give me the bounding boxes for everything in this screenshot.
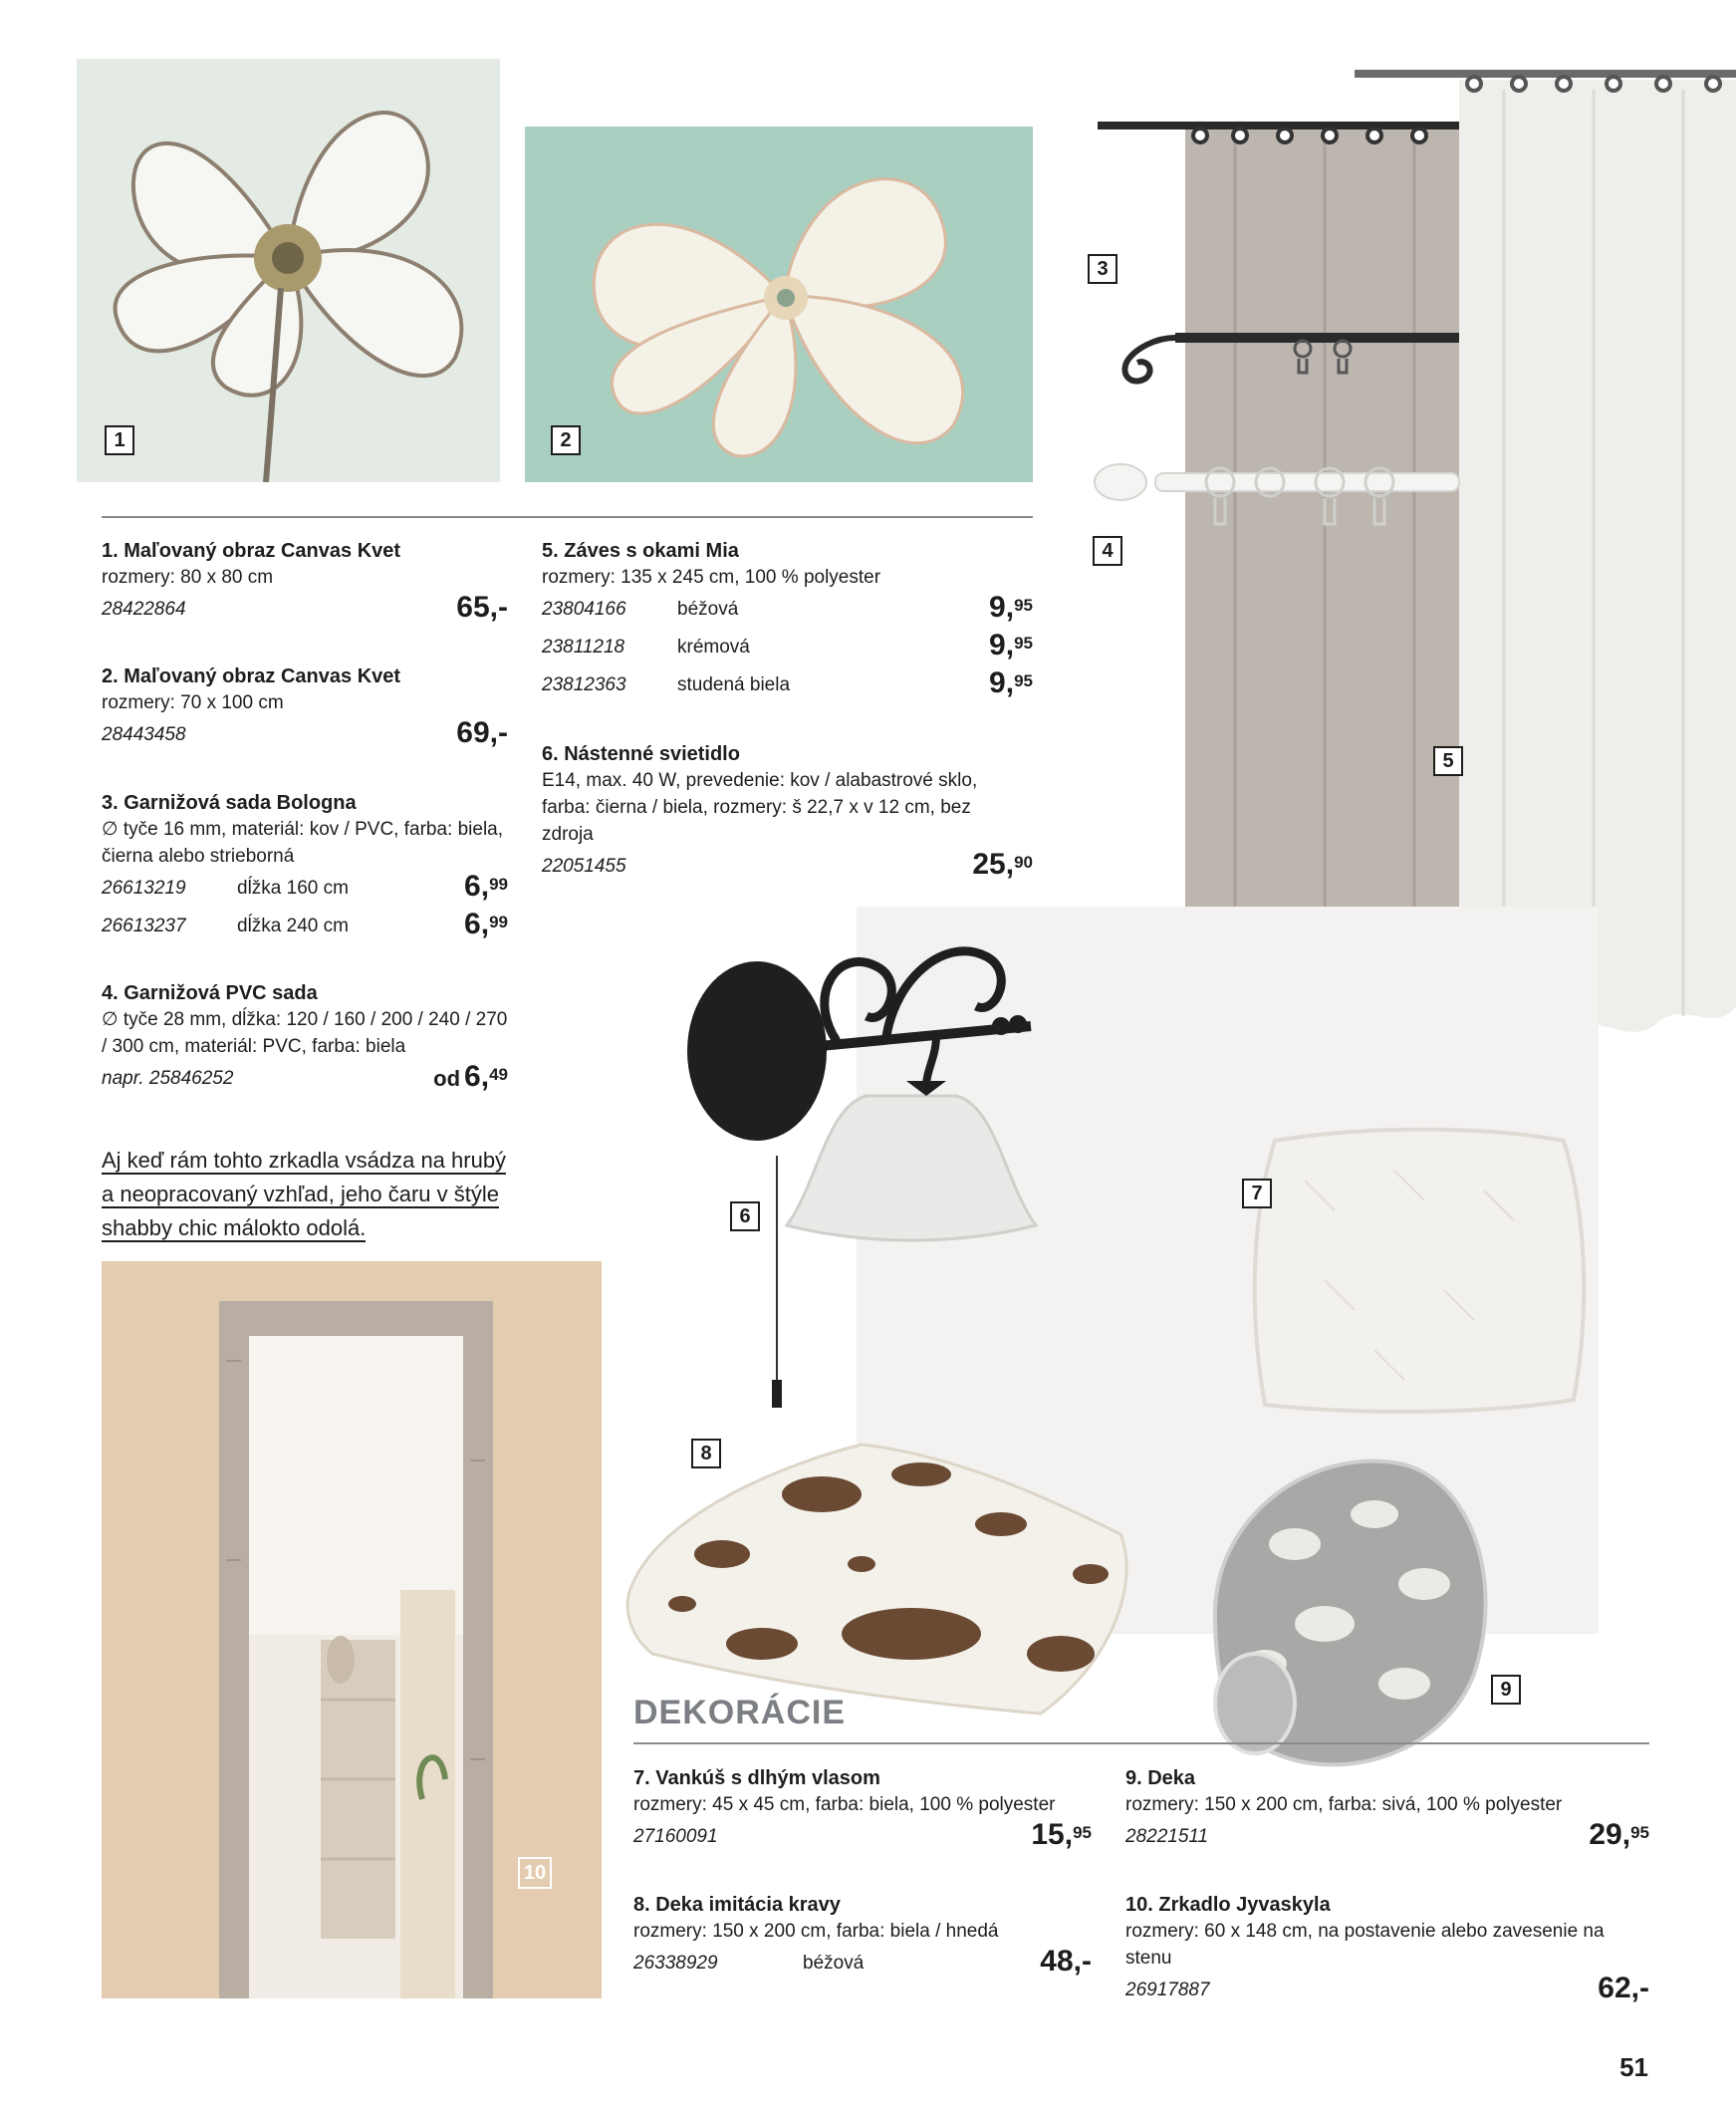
page-number: 51 xyxy=(1619,2052,1648,2082)
product-code: 28422864 xyxy=(102,599,186,620)
product-variant: béžová xyxy=(677,599,739,620)
image-tag-9: 9 xyxy=(1491,1675,1521,1705)
product-2 xyxy=(102,663,508,754)
product-title: 5. Záves s okami Mia xyxy=(542,540,739,562)
product-row xyxy=(633,1818,1092,1856)
product-row xyxy=(542,591,1033,629)
product-code: 22051455 xyxy=(542,856,626,877)
product-code: 23804166 xyxy=(542,599,626,620)
product-desc: rozmery: 150 x 200 cm, farba: biela / hnedá xyxy=(633,1921,999,1942)
product-title: 7. Vankúš s dlhým vlasom xyxy=(633,1767,880,1789)
product-variant: béžová xyxy=(803,1953,865,1974)
product-row xyxy=(542,666,1033,704)
product-code: 27160091 xyxy=(633,1826,718,1847)
product-price: 29,95 xyxy=(1589,1818,1649,1851)
product-price: od 6,49 xyxy=(433,1060,508,1093)
product-price: 65,- xyxy=(456,591,508,624)
product-code: 28443458 xyxy=(102,724,186,745)
product-10 xyxy=(1125,1892,1649,2009)
product-title: 1. Maľovaný obraz Canvas Kvet xyxy=(102,540,401,562)
section-title: DEKORÁCIE xyxy=(633,1694,847,1731)
fluffy-pillow xyxy=(1245,1121,1599,1420)
product-title: 4. Garnižová PVC sada xyxy=(102,982,318,1004)
product-code: napr. 25846252 xyxy=(102,1068,234,1089)
image-tag-3: 3 xyxy=(1088,254,1117,284)
canvas-flower-painting-1 xyxy=(77,59,500,482)
product-8 xyxy=(633,1892,1092,1983)
product-row xyxy=(102,908,508,945)
product-title: 3. Garnižová sada Bologna xyxy=(102,792,357,814)
product-7 xyxy=(633,1765,1092,1856)
product-price: 6,99 xyxy=(464,908,508,940)
product-row xyxy=(102,1060,508,1098)
grey-blanket-roll xyxy=(1175,1435,1504,1778)
product-price: 69,- xyxy=(456,716,508,749)
product-row xyxy=(633,1945,1092,1983)
image-tag-4: 4 xyxy=(1093,536,1122,566)
image-tag-5: 5 xyxy=(1433,746,1463,776)
product-desc: rozmery: 80 x 80 cm xyxy=(102,567,274,588)
product-row xyxy=(102,591,508,629)
product-row xyxy=(542,848,1033,886)
product-5 xyxy=(542,538,1033,704)
image-tag-1: 1 xyxy=(105,425,134,455)
product-code: 23812363 xyxy=(542,674,626,695)
product-desc: rozmery: 45 x 45 cm, farba: biela, 100 % polyester xyxy=(633,1794,1056,1815)
product-desc: ∅ tyče 16 mm, materiál: kov / PVC, farba: biela, čierna alebo strieborná xyxy=(102,819,504,867)
product-row xyxy=(542,629,1033,666)
image-tag-8: 8 xyxy=(691,1439,721,1468)
cow-print-blanket xyxy=(622,1435,1150,1723)
product-code: 26338929 xyxy=(633,1953,718,1974)
product-3 xyxy=(102,790,508,945)
product-code: 26613237 xyxy=(102,916,186,936)
product-price: 9,95 xyxy=(989,629,1033,661)
product-desc: rozmery: 70 x 100 cm xyxy=(102,692,284,713)
product-price: 9,95 xyxy=(989,591,1033,624)
product-9 xyxy=(1125,1765,1649,1856)
mirror-quote: Aj keď rám tohto zrkadla vsádza na hrubý a neopracovaný vzhľad, jeho čaru v štýle shabby chic málokto odolá. xyxy=(102,1148,507,1240)
product-title: 6. Nástenné svietidlo xyxy=(542,743,740,765)
product-price: 25,90 xyxy=(972,848,1033,881)
product-title: 9. Deka xyxy=(1125,1767,1196,1789)
product-price: 48,- xyxy=(1040,1945,1092,1978)
product-row xyxy=(1125,1972,1649,2009)
product-code: 26613219 xyxy=(102,878,186,899)
product-desc: rozmery: 60 x 148 cm, na postavenie alebo zavesenie na stenu xyxy=(1125,1921,1605,1969)
product-variant: dĺžka 240 cm xyxy=(237,916,349,936)
image-tag-6: 6 xyxy=(730,1201,760,1231)
product-4 xyxy=(102,980,508,1098)
product-desc: rozmery: 135 x 245 cm, 100 % polyester xyxy=(542,567,881,588)
product-title: 10. Zrkadlo Jyvaskyla xyxy=(1125,1894,1331,1916)
product-row xyxy=(1125,1818,1649,1856)
image-tag-7: 7 xyxy=(1242,1179,1272,1208)
product-variant: dĺžka 160 cm xyxy=(237,878,349,899)
product-price: 62,- xyxy=(1598,1972,1649,2004)
canvas-flower-painting-2 xyxy=(525,127,1033,482)
top-divider xyxy=(102,516,1033,518)
product-desc: rozmery: 150 x 200 cm, farba: sivá, 100 % polyester xyxy=(1125,1794,1563,1815)
product-1 xyxy=(102,538,508,629)
product-desc: ∅ tyče 28 mm, dĺžka: 120 / 160 / 200 / 240 / 270 / 300 cm, materiál: PVC, farba: biela xyxy=(102,1009,508,1057)
image-tag-10: 10 xyxy=(518,1857,552,1889)
product-price: 9,95 xyxy=(989,666,1033,699)
product-row xyxy=(102,716,508,754)
product-code: 23811218 xyxy=(542,637,625,658)
product-title: 8. Deka imitácia kravy xyxy=(633,1894,841,1916)
image-tag-2: 2 xyxy=(551,425,581,455)
product-price: 6,99 xyxy=(464,870,508,903)
product-desc: E14, max. 40 W, prevedenie: kov / alabastrové sklo, farba: čierna / biela, rozmery: š 22,7 x v 12 cm, bez zdroja xyxy=(542,770,978,845)
product-6 xyxy=(542,741,1033,886)
product-price: 15,95 xyxy=(1031,1818,1092,1851)
product-variant: studená biela xyxy=(677,674,791,695)
wall-sconce-lamp xyxy=(687,926,1066,1425)
product-variant: krémová xyxy=(677,637,750,658)
section-divider xyxy=(633,1742,1649,1744)
product-code: 26917887 xyxy=(1125,1980,1210,2000)
product-row xyxy=(102,870,508,908)
product-code: 28221511 xyxy=(1125,1826,1209,1847)
product-title: 2. Maľovaný obraz Canvas Kvet xyxy=(102,665,401,687)
